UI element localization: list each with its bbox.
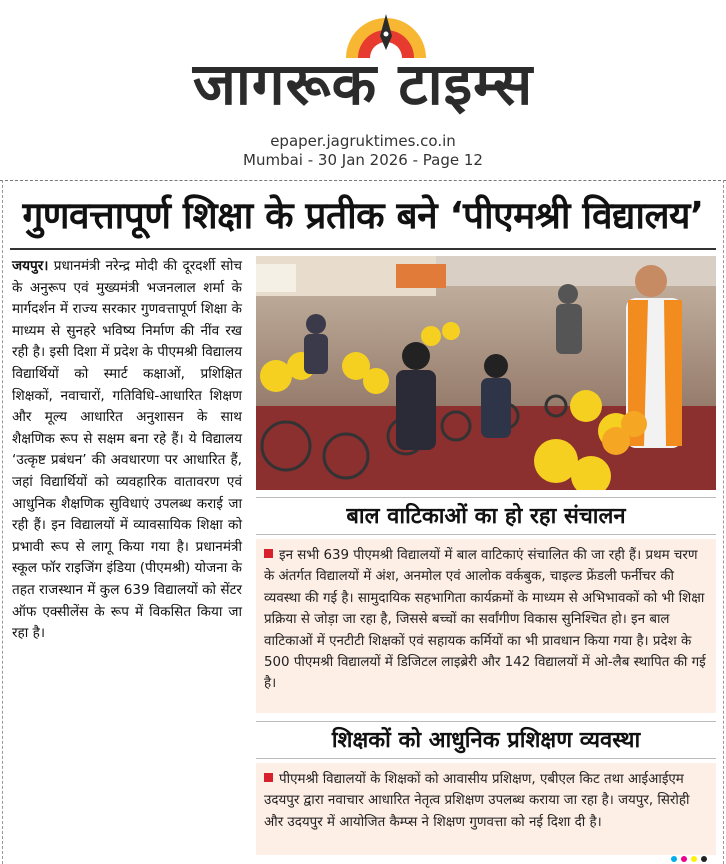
top-divider <box>0 180 726 181</box>
epaper-url[interactable]: epaper.jagruktimes.co.in <box>270 132 456 150</box>
event-photo-image <box>256 256 716 490</box>
article-headline: गुणवत्तापूर्ण शिक्षा के प्रतीक बने ‘पीएमश्री विद्यालय’ <box>22 194 704 237</box>
right-border <box>723 180 724 864</box>
section-heading-bal-vatika: बाल वाटिकाओं का हो रहा संचालन <box>256 497 716 535</box>
masthead <box>0 0 726 178</box>
section-text-teacher-training: पीएमश्री विद्यालयों के शिक्षकों को आवासीय प्रशिक्षण, एबीएल किट तथा आईआईएम उदयपुर द्वारा नवाचार आधारित नेतृत्व प्रशिक्षण उपलब्ध कराया जा रहा है। जयपुर, सिरोही और उदयपुर में आयोजित कैम्प्स ने शिक्षण गुणवत्ता को नई दिशा दी है। <box>264 772 690 830</box>
section-box-teacher-training <box>256 763 716 855</box>
left-border <box>2 180 3 864</box>
section-text-bal-vatika: इन सभी 639 पीएमश्री विद्यालयों में बाल वाटिकाएं संचालित की जा रही हैं। प्रथम चरण के अंतर्गत विद्यालयों में अंश, अनमोल एवं आलोक वर्कबुक, चाइल्ड फ्रेंडली फर्नीचर की व्यवस्था की गई है। सामुदायिक सहभागिता कार्यक्रमों के माध्यम से अभिभावकों को भी शिक्षा प्रक्रिया से जोड़ा जा रहा है, जिससे बच्चों का सर्वांगीण विकास सुनिश्चित हो। इन बाल वाटिकाओं में एनटीटी शिक्षकों एवं सहायक कर्मियों का भी प्रावधान किया गया है। प्रदेश के 500 पीएमश्री विद्यालयों में डिजिटल लाइब्रेरी और 142 विद्यालयों में ओ-लैब स्थापित की गई है। <box>264 548 706 692</box>
newspaper-logo: जागरूक टाइम्स <box>192 50 534 118</box>
article-body: प्रधानमंत्री नरेन्द्र मोदी की दूरदर्शी सोच के अनुरूप एवं मुख्यमंत्री भजनलाल शर्मा के मार्गदर्शन में राज्य सरकार गुणवत्तापूर्ण शिक्षा के माध्यम से सुनहरे भविष्य निर्माण की नींव रख रही है। इसी दिशा में प्रदेश के पीएमश्री विद्यालय विद्यार्थियों को स्मार्ट कक्षाओं, प्रशिक्षित शिक्षकों, नवाचारों, गतिविधि-आधारित शिक्षण और मूल्य आधारित अनुशासन के साथ शैक्षणिक रूप से सक्षम बना रहे हैं। ये विद्यालय ‘उत्कृष्ट प्रबंधन’ की अवधारणा पर आधारित हैं, जहां विद्यार्थियों को व्यवहारिक वातावरण एवं आधुनिक शैक्षणिक सुविधाएं उपलब्ध कराई जा रही हैं। इन विद्यालयों में व्यावसायिक शिक्षा को प्रभावी रूप से लागू किया गया है। प्रधानमंत्री स्कूल फॉर राइजिंग इंडिया (पीएमश्री) योजना के तहत राजस्थान में कुल 639 विद्यालयों को सेंटर ऑफ एक्सीलेंस के रूप में विकसित किया जा रहा है। <box>12 258 242 642</box>
color-registration-icon <box>670 856 718 862</box>
bullet-icon <box>264 549 273 558</box>
section-box-bal-vatika <box>256 539 716 713</box>
edition-line: Mumbai - 30 Jan 2026 - Page 12 <box>243 151 483 169</box>
dateline: जयपुर। <box>12 258 49 274</box>
bullet-icon <box>264 773 273 782</box>
article-body-column <box>12 256 242 856</box>
section-heading-teacher-training: शिक्षकों को आधुनिक प्रशिक्षण व्यवस्था <box>256 721 716 759</box>
headline-rule <box>10 248 716 250</box>
article-photo <box>256 256 716 490</box>
